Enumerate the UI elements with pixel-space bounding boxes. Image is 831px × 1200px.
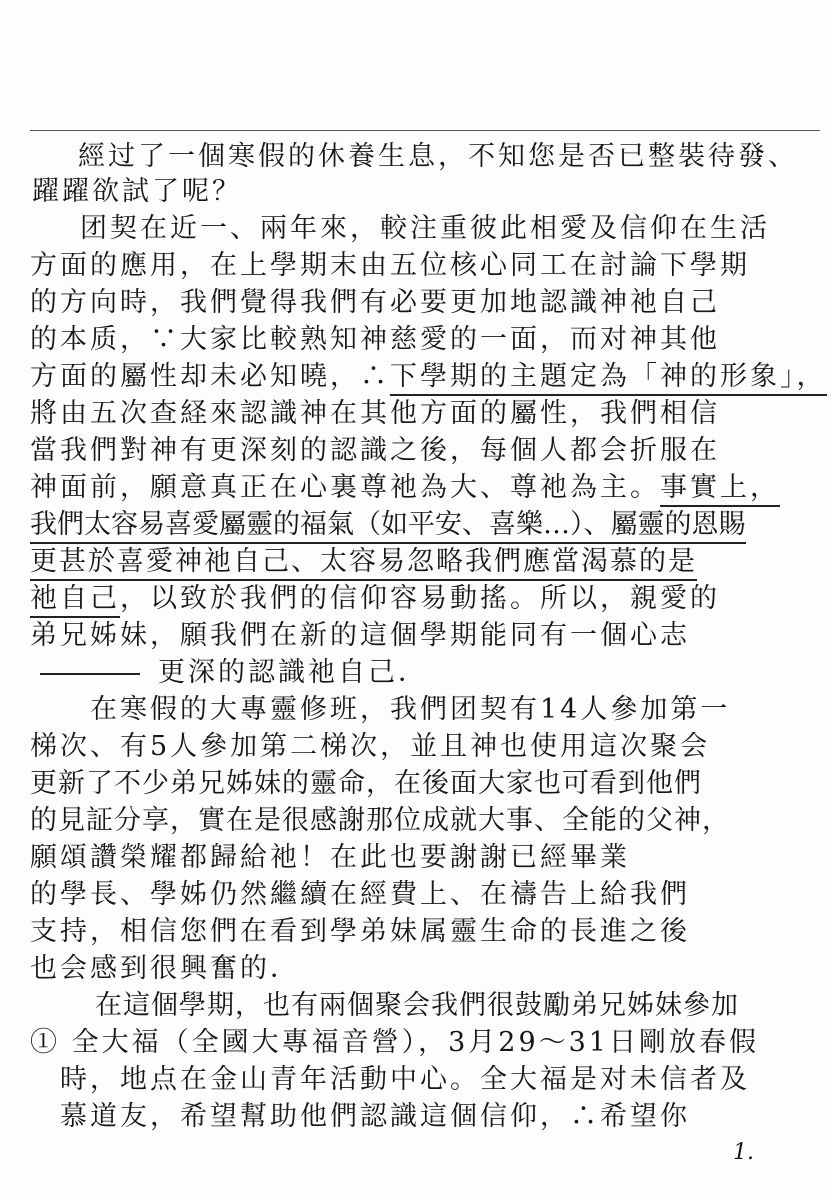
text-line xyxy=(90,693,730,727)
text-line xyxy=(60,1063,750,1097)
text-line xyxy=(30,434,720,468)
text-line-content: 团契在近一、兩年來，較注重彼此相愛及信仰在生活 xyxy=(80,213,770,244)
text-line xyxy=(78,140,798,174)
text-line-content: 時，地点在金山青年活動中心。全大福是对未信者及 xyxy=(60,1064,750,1095)
text-line xyxy=(95,989,739,1023)
text-line xyxy=(30,878,690,912)
em-dash-line xyxy=(40,673,140,675)
text-line xyxy=(60,1100,690,1134)
text-line-content: 當我們對神有更深刻的認識之後，每個人都会折服在 xyxy=(30,435,720,466)
text-line xyxy=(30,508,746,542)
text-line xyxy=(40,656,428,690)
text-line xyxy=(30,804,730,838)
text-line-content: 經过了一個寒假的休養生息，不知您是否已整裝待發、 xyxy=(78,141,798,172)
text-line xyxy=(30,471,780,505)
text-line xyxy=(30,397,720,431)
text-line-content: 神面前，願意真正在心裏尊祂為大、尊祂為主。 xyxy=(30,472,660,503)
underlined-text: 更甚於喜愛神祂自己、太容易忽略我們應當渴慕的是 xyxy=(30,546,697,581)
text-line-content: 在寒假的大專靈修班，我們团契有14人參加第一 xyxy=(90,694,731,725)
text-line-content: 更深的認識祂自己． xyxy=(158,657,428,688)
text-line-content: 弟兄姊妹，願我們在新的這個學期能同有一個心志 xyxy=(30,620,690,651)
text-line-content: 也会感到很興奮的． xyxy=(30,953,300,984)
underlined-text: 祂自己 xyxy=(30,583,120,618)
text-line-content: 更新了不少弟兄姊妹的靈命，在後面大家也可看到他們 xyxy=(30,768,702,799)
underlined-text: 事實上， xyxy=(660,472,780,507)
text-line-content: 方面的屬性却未必知曉，∴ xyxy=(30,361,390,392)
text-line xyxy=(30,1026,759,1060)
text-line-content: 的方向時，我們覺得我們有必要更加地認識神祂自己 xyxy=(30,287,720,318)
text-line-content: 支持，相信您們在看到學弟妹属靈生命的長進之後 xyxy=(30,916,690,947)
text-line xyxy=(30,582,720,616)
text-line xyxy=(30,286,720,320)
text-line xyxy=(30,952,300,986)
text-line-content: 願頌讚榮耀都歸給祂！在此也要謝謝已經畢業 xyxy=(30,842,630,873)
text-line-content: 的見証分享，實在是很感謝那位成就大事、全能的父神， xyxy=(30,805,730,836)
text-line-content: 的學長、學姊仍然繼續在經費上、在禱告上給我們 xyxy=(30,879,690,910)
text-line xyxy=(30,545,697,579)
list-number-marker: ① xyxy=(30,1027,60,1058)
underlined-text: 我們太容易喜愛屬靈的福氣（如平安、喜樂…）、屬靈的恩賜 xyxy=(30,509,746,544)
text-line-content: ，以致於我們的信仰容易動搖。所以，親愛的 xyxy=(120,583,720,614)
text-line-content: 梯次、有5人參加第二梯次，並且神也使用這次聚会 xyxy=(30,731,711,762)
text-line xyxy=(30,915,690,949)
text-line xyxy=(30,841,630,875)
text-line-content: 全大福（全國大專福音營），3月29～31日剛放春假 xyxy=(71,1027,759,1058)
text-line-content: 慕道友，希望幫助他們認識這個信仰，∴希望你 xyxy=(60,1101,690,1132)
top-divider-line xyxy=(30,130,820,131)
text-line xyxy=(30,619,690,653)
text-line-content: 將由五次查経來認識神在其他方面的屬性，我們相信 xyxy=(30,398,720,429)
text-line xyxy=(30,323,720,357)
text-line xyxy=(30,360,827,394)
text-line xyxy=(30,730,710,764)
text-line-content: 方面的應用，在上學期末由五位核心同工在討論下學期 xyxy=(30,250,750,281)
page-number: 1. xyxy=(733,1140,754,1165)
text-line xyxy=(30,767,702,801)
underlined-theme-text: 下學期的主題定為「神的形象」， xyxy=(390,361,827,396)
text-line xyxy=(80,212,770,246)
text-line-content: 的本质，∵大家比較熟知神慈愛的一面，而对神其他 xyxy=(30,324,720,355)
text-line-content: 躍躍欲試了呢？ xyxy=(32,176,242,207)
text-line-content: 在這個學期，也有兩個聚会我們很鼓勵弟兄姊妹參加 xyxy=(95,990,739,1021)
text-line xyxy=(30,249,750,283)
text-line xyxy=(32,175,242,209)
